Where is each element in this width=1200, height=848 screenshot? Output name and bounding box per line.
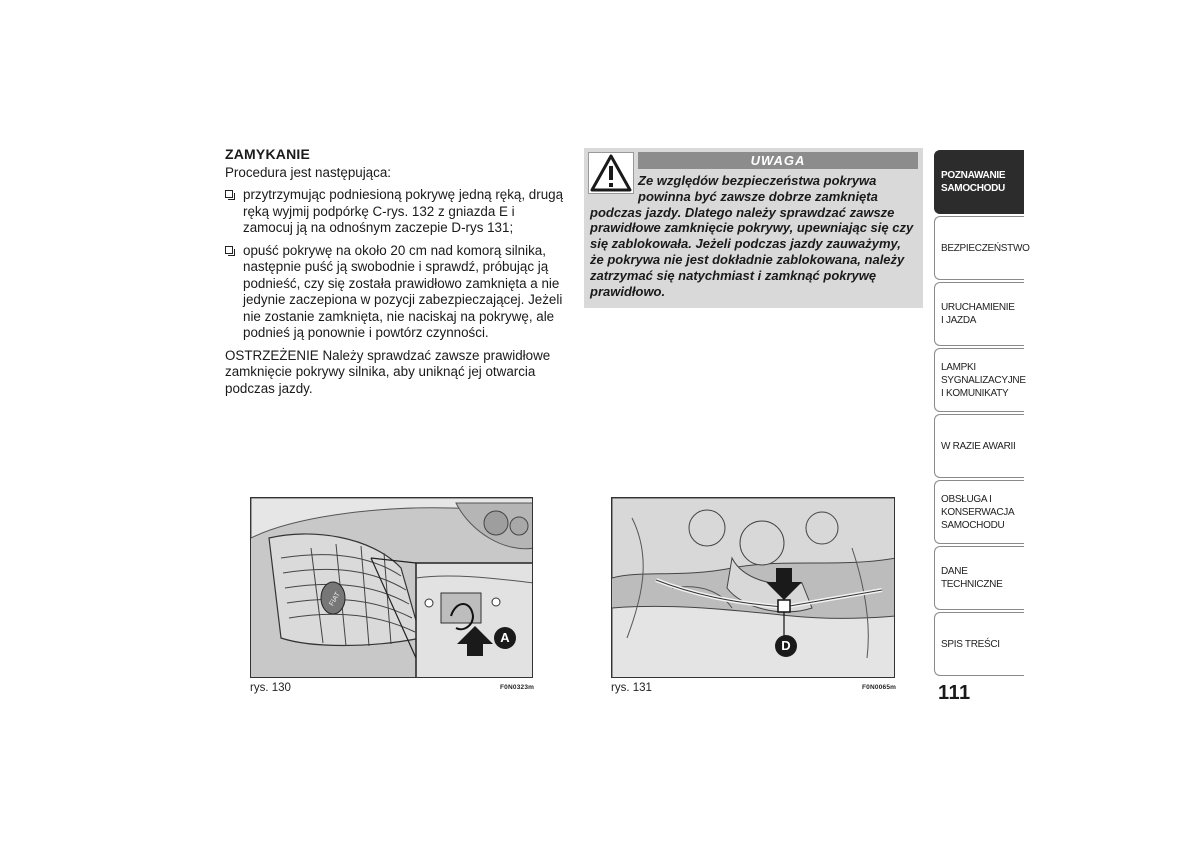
section-intro: Procedura jest następująca: xyxy=(225,164,391,180)
marker-d-label: D xyxy=(775,635,797,657)
procedure-step xyxy=(225,187,565,237)
tab-spis-tresci[interactable] xyxy=(934,612,1024,676)
tab-lampki-sygnalizacyjne[interactable] xyxy=(934,348,1024,412)
tab-dane-techniczne[interactable] xyxy=(934,546,1024,610)
figure-131-caption: rys. 131 xyxy=(611,682,652,694)
tab-uruchamienie-i-jazda[interactable] xyxy=(934,282,1024,346)
tab-label: OBSŁUGA I KONSERWACJA SAMOCHODU xyxy=(941,493,1014,531)
tab-w-razie-awarii[interactable] xyxy=(934,414,1024,478)
marker-a-label: A xyxy=(494,627,516,649)
checkbox-bullet-icon xyxy=(225,246,233,254)
figure-130-caption: rys. 130 xyxy=(250,682,291,694)
tab-label: W RAZIE AWARII xyxy=(941,440,1016,452)
warning-body: podczas jazdy. Dlatego należy sprawdzać zawsze prawidłowe zamknięcie pokrywy, upewniając się czy się zablokowała. Jeżeli podczas jazdy zauważymy, że pokrywa nie jest dokładnie zablokowana, należy zatrzymać się natychmiast i zamknąć pokrywę prawidłowo. xyxy=(590,204,914,299)
figure-130-hood-latch xyxy=(250,497,533,678)
figure-130-code: F0N0323m xyxy=(500,684,535,691)
caution-note: OSTRZEŻENIE Należy sprawdzać zawsze prawidłowe zamknięcie pokrywy silnika, aby uniknąć jej otwarcia podczas jazdy. xyxy=(225,347,551,396)
section-title: ZAMYKANIE xyxy=(225,146,311,162)
procedure-steps xyxy=(225,187,565,342)
page-number: 111 xyxy=(938,682,971,704)
warning-text xyxy=(590,173,918,299)
closing-procedure-section xyxy=(225,146,565,397)
tab-label: URUCHAMIENIE I JAZDA xyxy=(941,302,1015,326)
procedure-step xyxy=(225,243,565,342)
tab-obsluga-i-konserwacja[interactable] xyxy=(934,480,1024,544)
tab-label: DANE TECHNICZNE xyxy=(941,566,1003,590)
tab-label: BEZPIECZEŃSTWO xyxy=(941,242,1030,254)
hood-front-illustration xyxy=(251,498,533,678)
tab-label: SPIS TREŚCI xyxy=(941,638,1000,650)
warning-header: UWAGA xyxy=(638,152,918,169)
figure-131-code: F0N0065m xyxy=(862,684,897,691)
tab-label: POZNAWANIE SAMOCHODU xyxy=(941,170,1006,194)
warning-lead: Ze względów bezpieczeństwa pokrywa powinna być zawsze dobrze zamknięta xyxy=(638,173,878,204)
tab-label: LAMPKI SYGNALIZACYJNE I KOMUNIKATY xyxy=(941,361,1026,399)
engine-bay-illustration xyxy=(612,498,895,678)
step-text: przytrzymując podniesioną pokrywę jedną ręką, drugą ręką wyjmij podpórkę C-rys. 132 z gniazda E i zamocuj ją na odnośnym zaczepie D-rys 131; xyxy=(243,187,564,235)
tab-poznawanie-samochodu[interactable] xyxy=(934,150,1024,214)
checkbox-bullet-icon xyxy=(225,190,233,198)
figure-131-prop-rod xyxy=(611,497,895,678)
tab-bezpieczenstwo[interactable] xyxy=(934,216,1030,280)
badge-text: FIAT xyxy=(328,591,342,608)
warning-box xyxy=(584,148,923,308)
step-text: opuść pokrywę na około 20 cm nad komorą silnika, następnie puść ją swobodnie i sprawdź, próbując ją podnieść, czy się została prawidłowo zamknięta a nie jedynie zaczepiona w pozycji zabezpieczającej. Jeżeli nie zostanie zamknięta, nie naciskaj na pokrywę, ale podnieś ją ponownie i powtórz czynności. xyxy=(243,242,563,340)
